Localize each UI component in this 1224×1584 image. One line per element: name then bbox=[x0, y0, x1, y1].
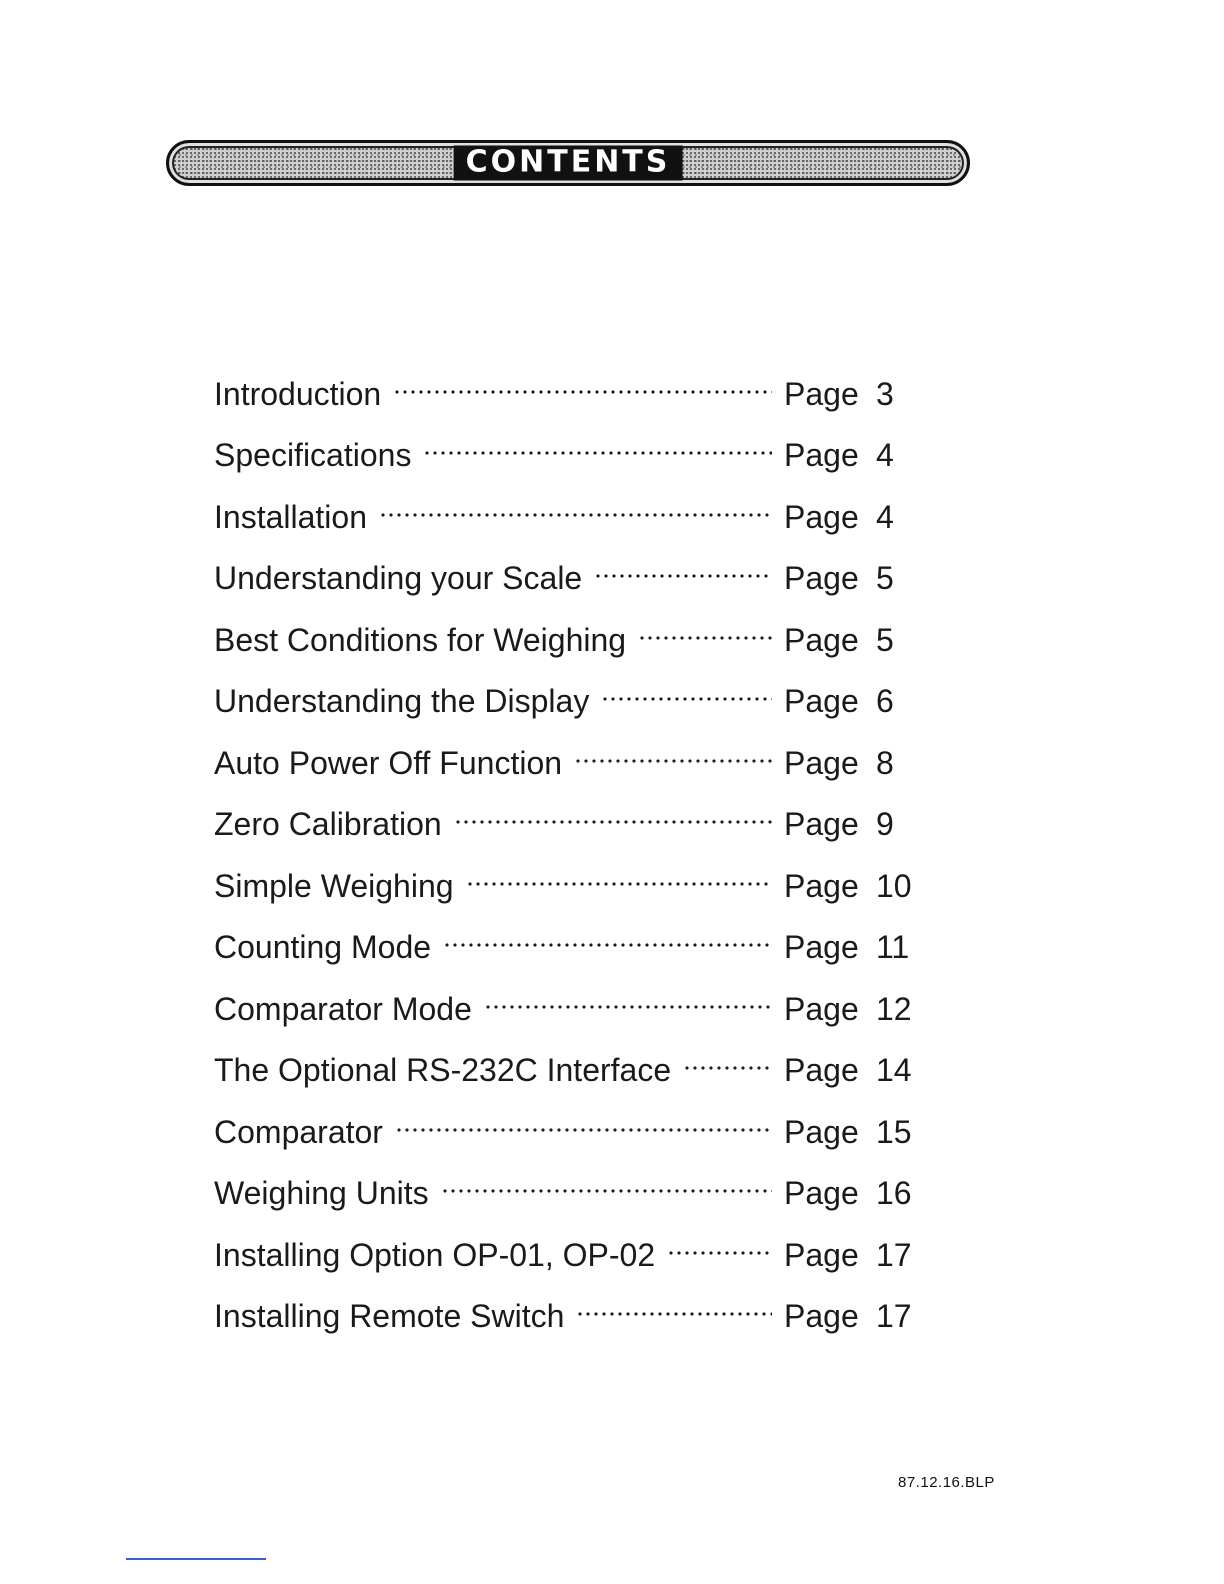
page-label: Page bbox=[784, 1175, 859, 1211]
toc-entry bbox=[214, 916, 934, 978]
toc-entry-title: Simple Weighing bbox=[214, 867, 454, 904]
toc-entry-title: Installing Option OP-01, OP-02 bbox=[214, 1236, 656, 1273]
dot-leader bbox=[395, 1125, 772, 1135]
toc-entry-title: Comparator Mode bbox=[214, 990, 472, 1027]
toc-entry-page bbox=[784, 681, 934, 721]
page-number: 6 bbox=[876, 683, 894, 719]
page-label: Page bbox=[784, 990, 859, 1027]
dot-leader bbox=[484, 1002, 772, 1012]
page-number: 17 bbox=[876, 1236, 912, 1273]
page-number: 14 bbox=[876, 1052, 912, 1088]
page-label: Page bbox=[784, 929, 859, 965]
toc-entry-title: Auto Power Off Function bbox=[214, 744, 563, 781]
page-number: 5 bbox=[876, 560, 894, 596]
toc-entry-page bbox=[784, 989, 934, 1029]
page-number: 17 bbox=[876, 1298, 912, 1334]
toc-entry-page bbox=[784, 743, 934, 783]
footer-divider bbox=[126, 1558, 266, 1560]
page-number: 4 bbox=[876, 437, 894, 473]
page-label: Page bbox=[784, 806, 859, 842]
page-label: Page bbox=[784, 683, 859, 719]
page-label: Page bbox=[784, 1052, 859, 1088]
toc-entry-title: Installing Remote Switch bbox=[214, 1298, 565, 1334]
page-number: 12 bbox=[876, 990, 912, 1027]
page-label: Page bbox=[784, 375, 859, 412]
toc-entry-title: Best Conditions for Weighing bbox=[214, 621, 627, 658]
dot-leader bbox=[594, 571, 772, 581]
toc-entry-title: Comparator bbox=[214, 1113, 383, 1150]
toc-entry-page bbox=[784, 1235, 934, 1275]
toc-entry-page bbox=[784, 558, 934, 598]
page-label: Page bbox=[784, 437, 859, 473]
dot-leader bbox=[576, 1309, 772, 1319]
toc-entry-page bbox=[784, 1050, 934, 1090]
page-number: 15 bbox=[876, 1113, 912, 1150]
page-number: 8 bbox=[876, 744, 894, 781]
dot-leader bbox=[393, 387, 772, 397]
toc-entry-page bbox=[784, 374, 934, 414]
toc-entry-page bbox=[784, 435, 934, 475]
page-number: 5 bbox=[876, 621, 894, 658]
dot-leader bbox=[683, 1063, 772, 1073]
page-number: 4 bbox=[876, 498, 894, 535]
toc-entry bbox=[214, 547, 934, 609]
toc-entry bbox=[214, 1162, 934, 1224]
toc-entry-title: Introduction bbox=[214, 375, 382, 412]
table-of-contents bbox=[214, 362, 934, 1346]
toc-entry bbox=[214, 854, 934, 916]
toc-entry bbox=[214, 793, 934, 855]
page-label: Page bbox=[784, 867, 859, 904]
page-number: 3 bbox=[876, 375, 894, 412]
contents-banner bbox=[166, 140, 970, 186]
page-label: Page bbox=[784, 1113, 859, 1150]
dot-leader bbox=[601, 694, 772, 704]
toc-entry-title: Specifications bbox=[214, 437, 412, 473]
toc-entry bbox=[214, 1285, 934, 1347]
dot-leader bbox=[574, 756, 772, 766]
toc-entry-page bbox=[784, 620, 934, 660]
toc-entry-title: The Optional RS-232C Interface bbox=[214, 1052, 672, 1088]
toc-entry bbox=[214, 1100, 934, 1162]
toc-entry-title: Zero Calibration bbox=[214, 806, 442, 842]
dot-leader bbox=[423, 448, 772, 458]
page-label: Page bbox=[784, 498, 859, 535]
toc-entry-page bbox=[784, 927, 934, 967]
toc-entry bbox=[214, 670, 934, 732]
toc-entry bbox=[214, 362, 934, 424]
dot-leader bbox=[441, 1186, 772, 1196]
toc-entry-page bbox=[784, 1112, 934, 1152]
toc-entry-title: Understanding the Display bbox=[214, 683, 590, 719]
page-number: 11 bbox=[876, 929, 910, 965]
page-label: Page bbox=[784, 621, 859, 658]
toc-entry-page bbox=[784, 497, 934, 537]
toc-entry-title: Counting Mode bbox=[214, 929, 432, 965]
dot-leader bbox=[454, 817, 772, 827]
dot-leader bbox=[443, 940, 772, 950]
toc-entry bbox=[214, 485, 934, 547]
dot-leader bbox=[379, 510, 772, 520]
document-code: 87.12.16.BLP bbox=[898, 1474, 995, 1491]
toc-entry-page bbox=[784, 866, 934, 906]
page-label: Page bbox=[784, 1298, 859, 1334]
dot-leader bbox=[466, 879, 772, 889]
toc-entry bbox=[214, 424, 934, 486]
toc-entry bbox=[214, 1039, 934, 1101]
page-number: 10 bbox=[876, 867, 912, 904]
toc-entry bbox=[214, 608, 934, 670]
page-label: Page bbox=[784, 744, 859, 781]
toc-entry-title: Weighing Units bbox=[214, 1175, 429, 1211]
toc-entry-title: Installation bbox=[214, 498, 367, 535]
toc-entry-page bbox=[784, 804, 934, 844]
page-number: 9 bbox=[876, 806, 894, 842]
page-label: Page bbox=[784, 1236, 859, 1273]
toc-entry-title: Understanding your Scale bbox=[214, 560, 583, 596]
toc-entry bbox=[214, 1223, 934, 1285]
page-number: 16 bbox=[876, 1175, 912, 1211]
toc-entry bbox=[214, 977, 934, 1039]
dot-leader bbox=[638, 633, 772, 643]
page-label: Page bbox=[784, 560, 859, 596]
toc-entry bbox=[214, 731, 934, 793]
toc-entry-page bbox=[784, 1173, 934, 1213]
toc-entry-page bbox=[784, 1296, 934, 1336]
page-title: CONTENTS bbox=[454, 146, 683, 181]
dot-leader bbox=[667, 1248, 772, 1258]
